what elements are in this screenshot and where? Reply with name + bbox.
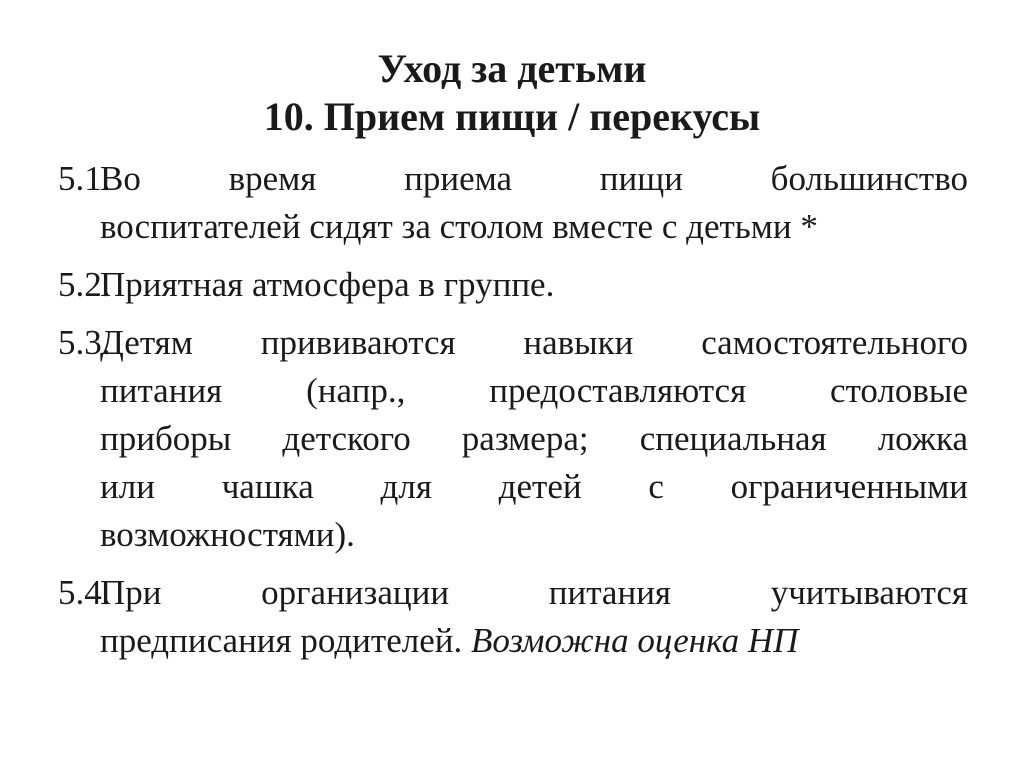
item-number: 5.4. xyxy=(58,573,111,612)
title-line-1: Уход за детьми xyxy=(377,46,647,91)
item-text-line: питания (напр., предоставляются столовые xyxy=(100,371,968,410)
item-text-line: или чашка для детей с ограниченными xyxy=(100,467,968,506)
list-item xyxy=(58,319,968,559)
title-line-2: 10. Прием пищи / перекусы xyxy=(263,94,761,139)
item-text-first-line: При организации питания учитываются xyxy=(100,573,968,612)
item-number: 5.1. xyxy=(58,159,111,198)
list-item xyxy=(58,261,968,309)
slide-title xyxy=(0,42,1024,138)
item-text-first-line: Во время приема пищи большинство xyxy=(100,159,968,198)
item-text-first-line: Приятная атмосфера в группе. xyxy=(100,265,555,304)
assessment-note: Возможна оценка НП xyxy=(470,621,799,660)
item-text-first-line: Детям прививаются навыки самостоятельного xyxy=(100,323,968,362)
item-text-line xyxy=(58,617,968,665)
criteria-list xyxy=(58,155,968,665)
item-text-line: приборы детского размера; специальная ложка xyxy=(100,419,968,458)
list-item xyxy=(58,569,968,665)
item-text-line: возможностями). xyxy=(100,515,355,554)
item-text-plain: предписания родителей. xyxy=(100,621,471,660)
list-item xyxy=(58,155,968,251)
item-text-line: воспитателей сидят за столом вместе с детьми * xyxy=(100,207,818,246)
item-number: 5.3. xyxy=(58,323,111,362)
item-number: 5.2. xyxy=(58,265,111,304)
